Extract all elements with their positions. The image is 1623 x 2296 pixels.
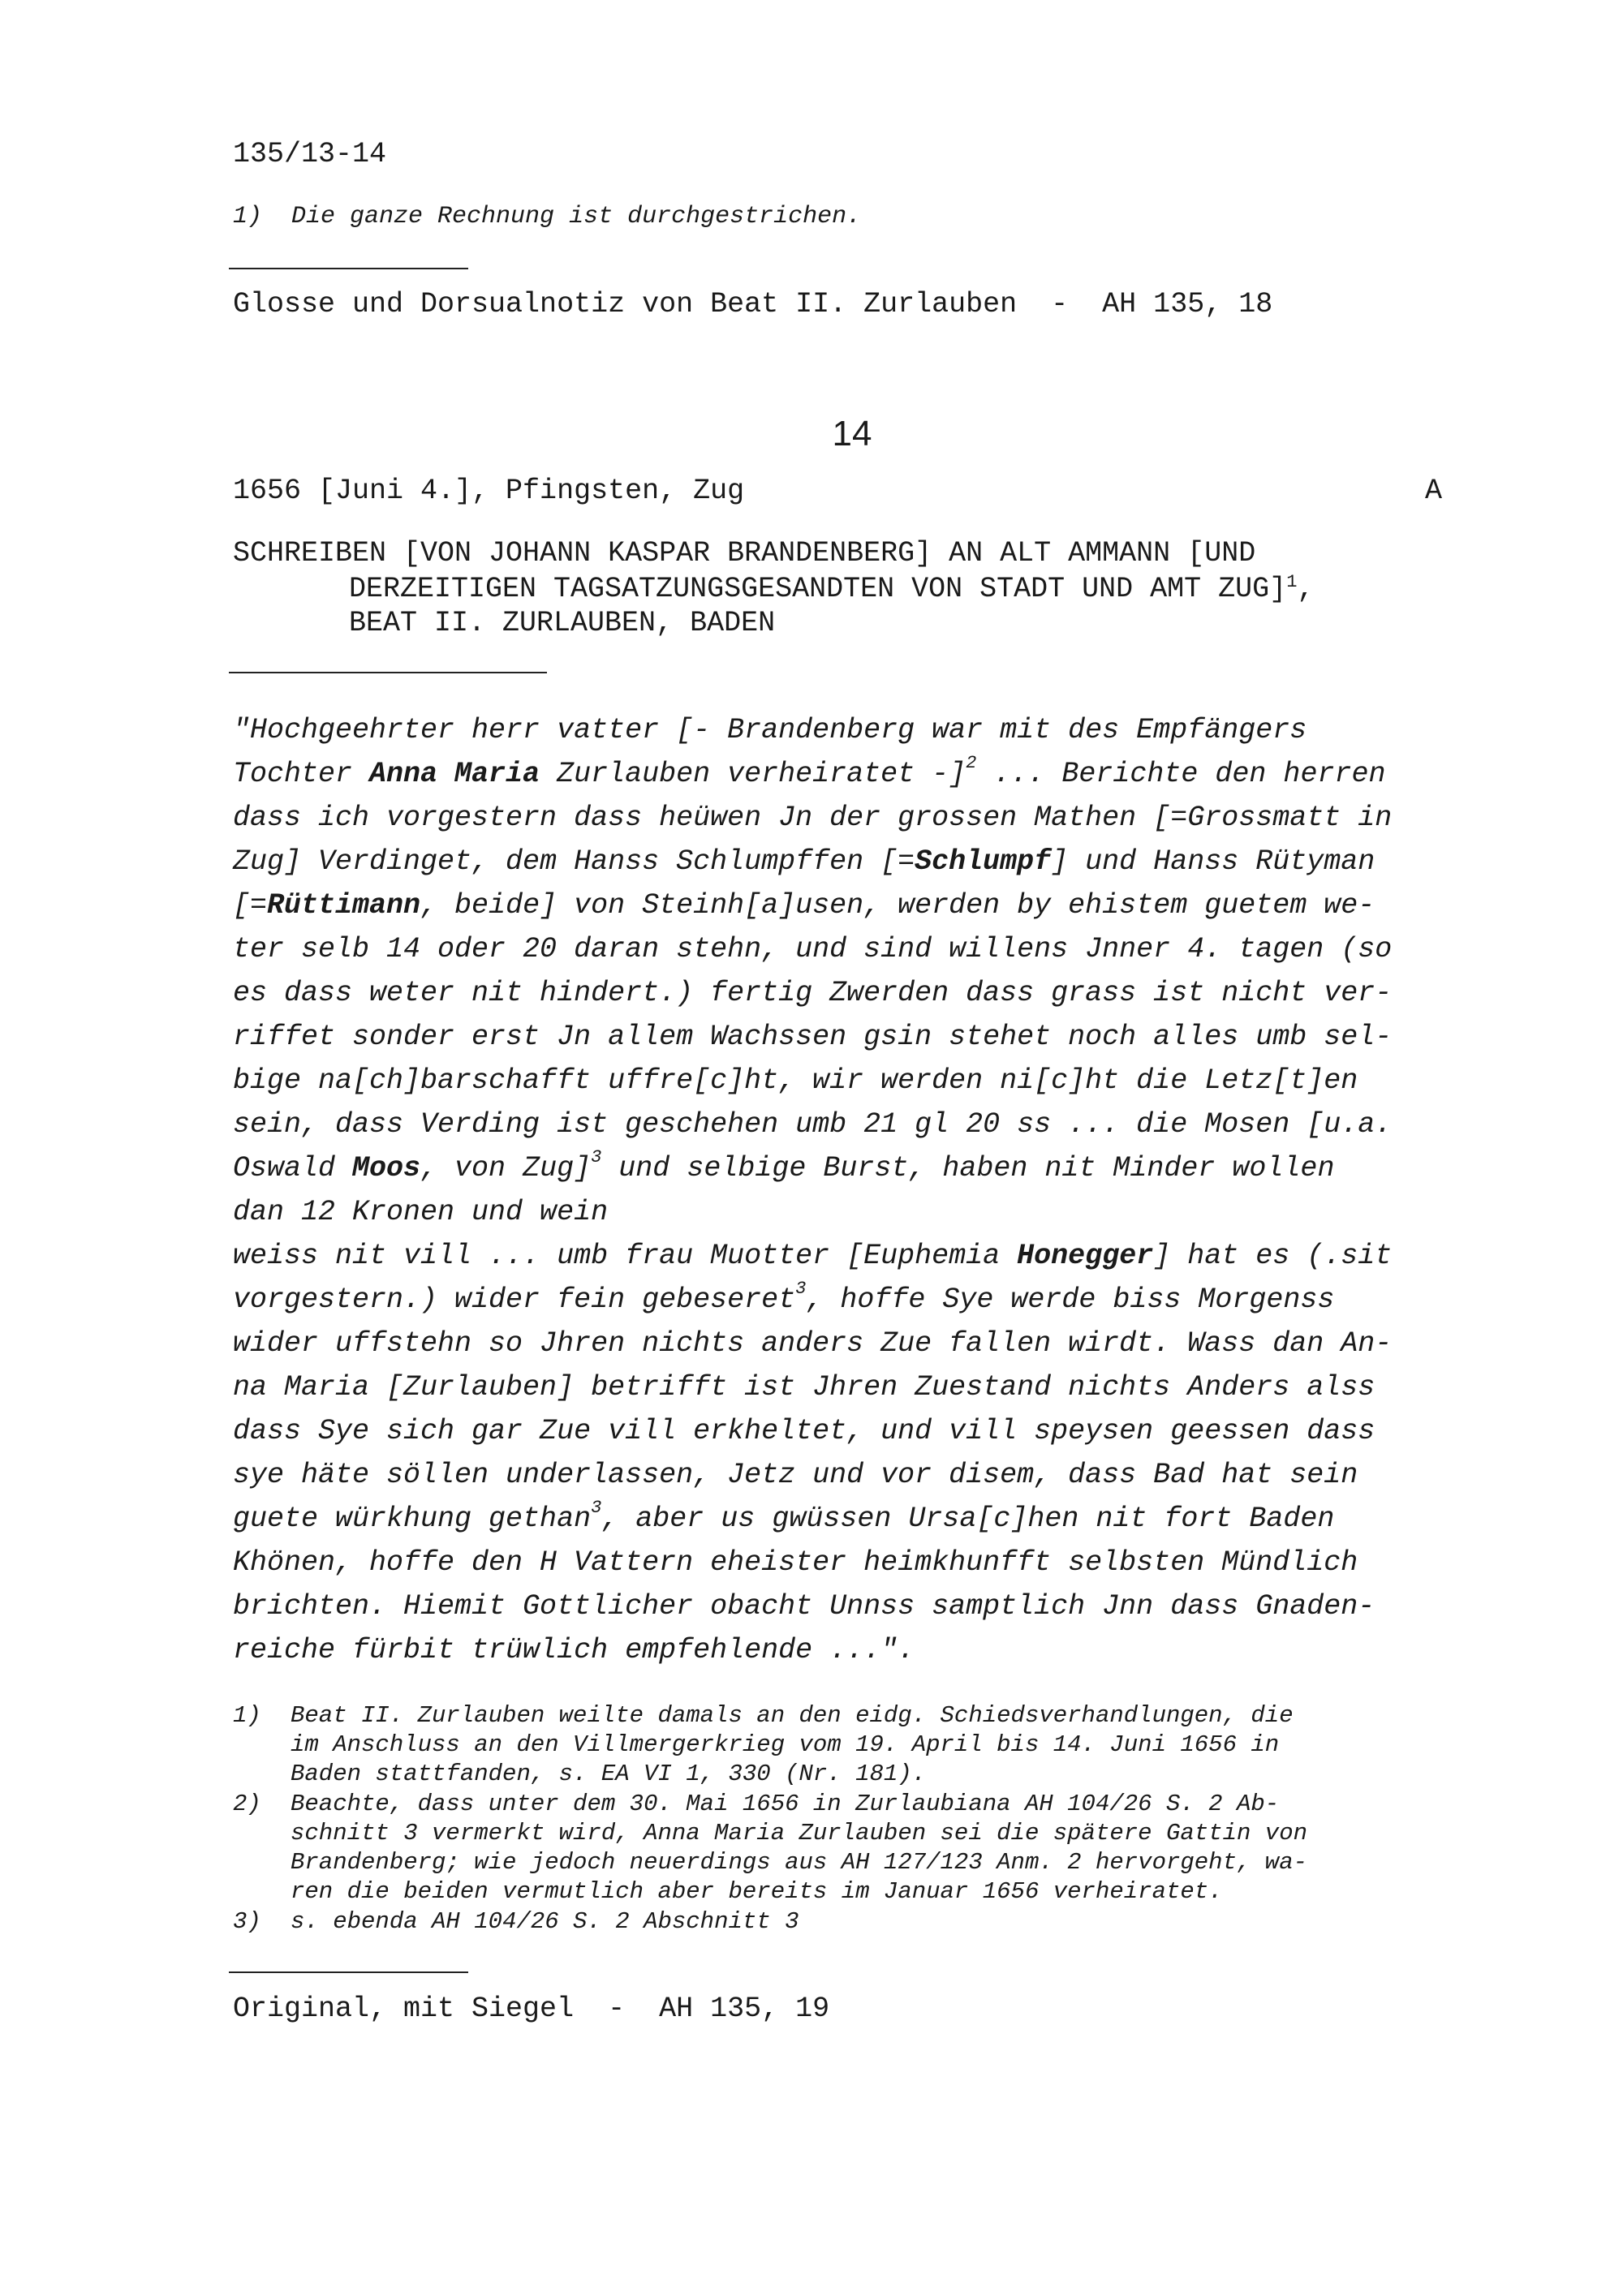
body-line: vorgestern.) wider fein gebeseret$^3$, hoffe Sye werde biss Morgenss (233, 1279, 1335, 1316)
body-line: dan 12 Kronen und wein (233, 1196, 609, 1228)
footnote-marker: 1 (1286, 572, 1298, 592)
divider-rule (229, 672, 547, 673)
body-line: sye häte söllen underlassen, Jetz und vor disem, dass Bad hat sein (233, 1459, 1358, 1491)
title-line-3: BEAT II. ZURLAUBEN, BADEN (349, 607, 776, 639)
body-line: Khönen, hoffe den H Vattern eheister heimkhunfft selbsten Mündlich (233, 1546, 1358, 1579)
body-line: riffet sonder erst Jn allem Wachssen gsin stehet noch alles umb sel- (233, 1021, 1393, 1053)
reference-number: 135/13-14 (233, 138, 387, 170)
body-line: na Maria [Zurlauben] betrifft ist Jhren Zuestand nichts Anders alss (233, 1371, 1375, 1404)
body-line: guete würkhung gethan$^3$, aber us gwüssen Ursa[c]hen nit fort Baden (233, 1498, 1335, 1535)
footnote-number: 2) (233, 1791, 261, 1817)
body-line: Zug] Verdinget, dem Hanss Schlumpffen [=Schlumpf] und Hanss Rütyman (233, 845, 1375, 878)
body-line: ter selb 14 oder 20 daran stehn, und sind willens Jnner 4. tagen (so (233, 933, 1393, 965)
body-line: weiss nit vill ... umb frau Muotter [Euphemia Honegger] hat es (.sit (233, 1240, 1393, 1272)
date-place-line: 1656 [Juni 4.], Pfingsten, Zug (233, 475, 745, 507)
divider-rule (229, 268, 468, 269)
footnote-text: Beachte, dass unter dem 30. Mai 1656 in Zurlaubiana AH 104/26 S. 2 Ab- (291, 1791, 1280, 1817)
title-line-2: DERZEITIGEN TAGSATZUNGSGESANDTEN VON STADT UND AMT ZUG]$^1$, (349, 572, 1315, 605)
body-line: "Hochgeehrter herr vatter [- Brandenberg war mit des Empfängers (233, 714, 1307, 746)
document-number: 14 (832, 414, 872, 454)
body-line: es dass weter nit hindert.) fertig Zwerden dass grass ist nicht ver- (233, 977, 1393, 1009)
body-line: sein, dass Verding ist geschehen umb 21 gl 20 ss ... die Mosen [u.a. (233, 1108, 1393, 1141)
body-line: dass Sye sich gar Zue vill erkheltet, und vill speysen geessen dass (233, 1415, 1375, 1447)
footnote-text: Beat II. Zurlauben weilte damals an den eidg. Schiedsverhandlungen, die (291, 1702, 1294, 1729)
footnote-text: schnitt 3 vermerkt wird, Anna Maria Zurlauben sei die spätere Gattin von (291, 1820, 1308, 1847)
footnote-text: ren die beiden vermutlich aber bereits im Januar 1656 verheiratet. (291, 1878, 1223, 1905)
title-line-1: SCHREIBEN [VON JOHANN KASPAR BRANDENBERG] AN ALT AMMANN [UND (233, 537, 1256, 570)
body-line: wider uffstehn so Jhren nichts anders Zue fallen wirdt. Wass dan An- (233, 1327, 1393, 1360)
source-note: Original, mit Siegel - AH 135, 19 (233, 1993, 830, 2025)
footnote-text: s. ebenda AH 104/26 S. 2 Abschnitt 3 (291, 1908, 799, 1935)
glosse-note: Glosse und Dorsualnotiz von Beat II. Zurlauben - AH 135, 18 (233, 288, 1273, 320)
body-line: reiche fürbit trüwlich empfehlende ...". (233, 1634, 915, 1666)
document-letter: A (1425, 475, 1443, 507)
body-line: bige na[ch]barschafft uffre[c]ht, wir werden ni[c]ht die Letz[t]en (233, 1064, 1358, 1097)
body-line: Tochter Anna Maria Zurlauben verheiratet -]$^2$ ... Berichte den herren (233, 753, 1386, 790)
body-line: [=Rüttimann, beide] von Steinh[a]usen, werden by ehistem guetem we- (233, 889, 1375, 922)
body-line: dass ich vorgestern dass heüwen Jn der grossen Mathen [=Grossmatt in (233, 802, 1393, 834)
footnote-text: Brandenberg; wie jedoch neuerdings aus AH 127/123 Anm. 2 hervorgeht, wa- (291, 1849, 1308, 1876)
footnote-number: 3) (233, 1908, 261, 1935)
body-line: Oswald Moos, von Zug]$^3$ und selbige Burst, haben nit Minder wollen (233, 1147, 1335, 1185)
footnote-number: 1) (233, 1702, 261, 1729)
footnote-text: Baden stattfanden, s. EA VI 1, 330 (Nr. 181). (291, 1761, 927, 1787)
footnote-text: im Anschluss an den Villmergerkrieg vom 19. April bis 14. Juni 1656 in (291, 1731, 1280, 1758)
body-line: brichten. Hiemit Gottlicher obacht Unnss samptlich Jnn dass Gnaden- (233, 1590, 1375, 1623)
previous-footnote: 1) Die ganze Rechnung ist durchgestrichen. (233, 203, 862, 230)
divider-rule (229, 1971, 468, 1973)
